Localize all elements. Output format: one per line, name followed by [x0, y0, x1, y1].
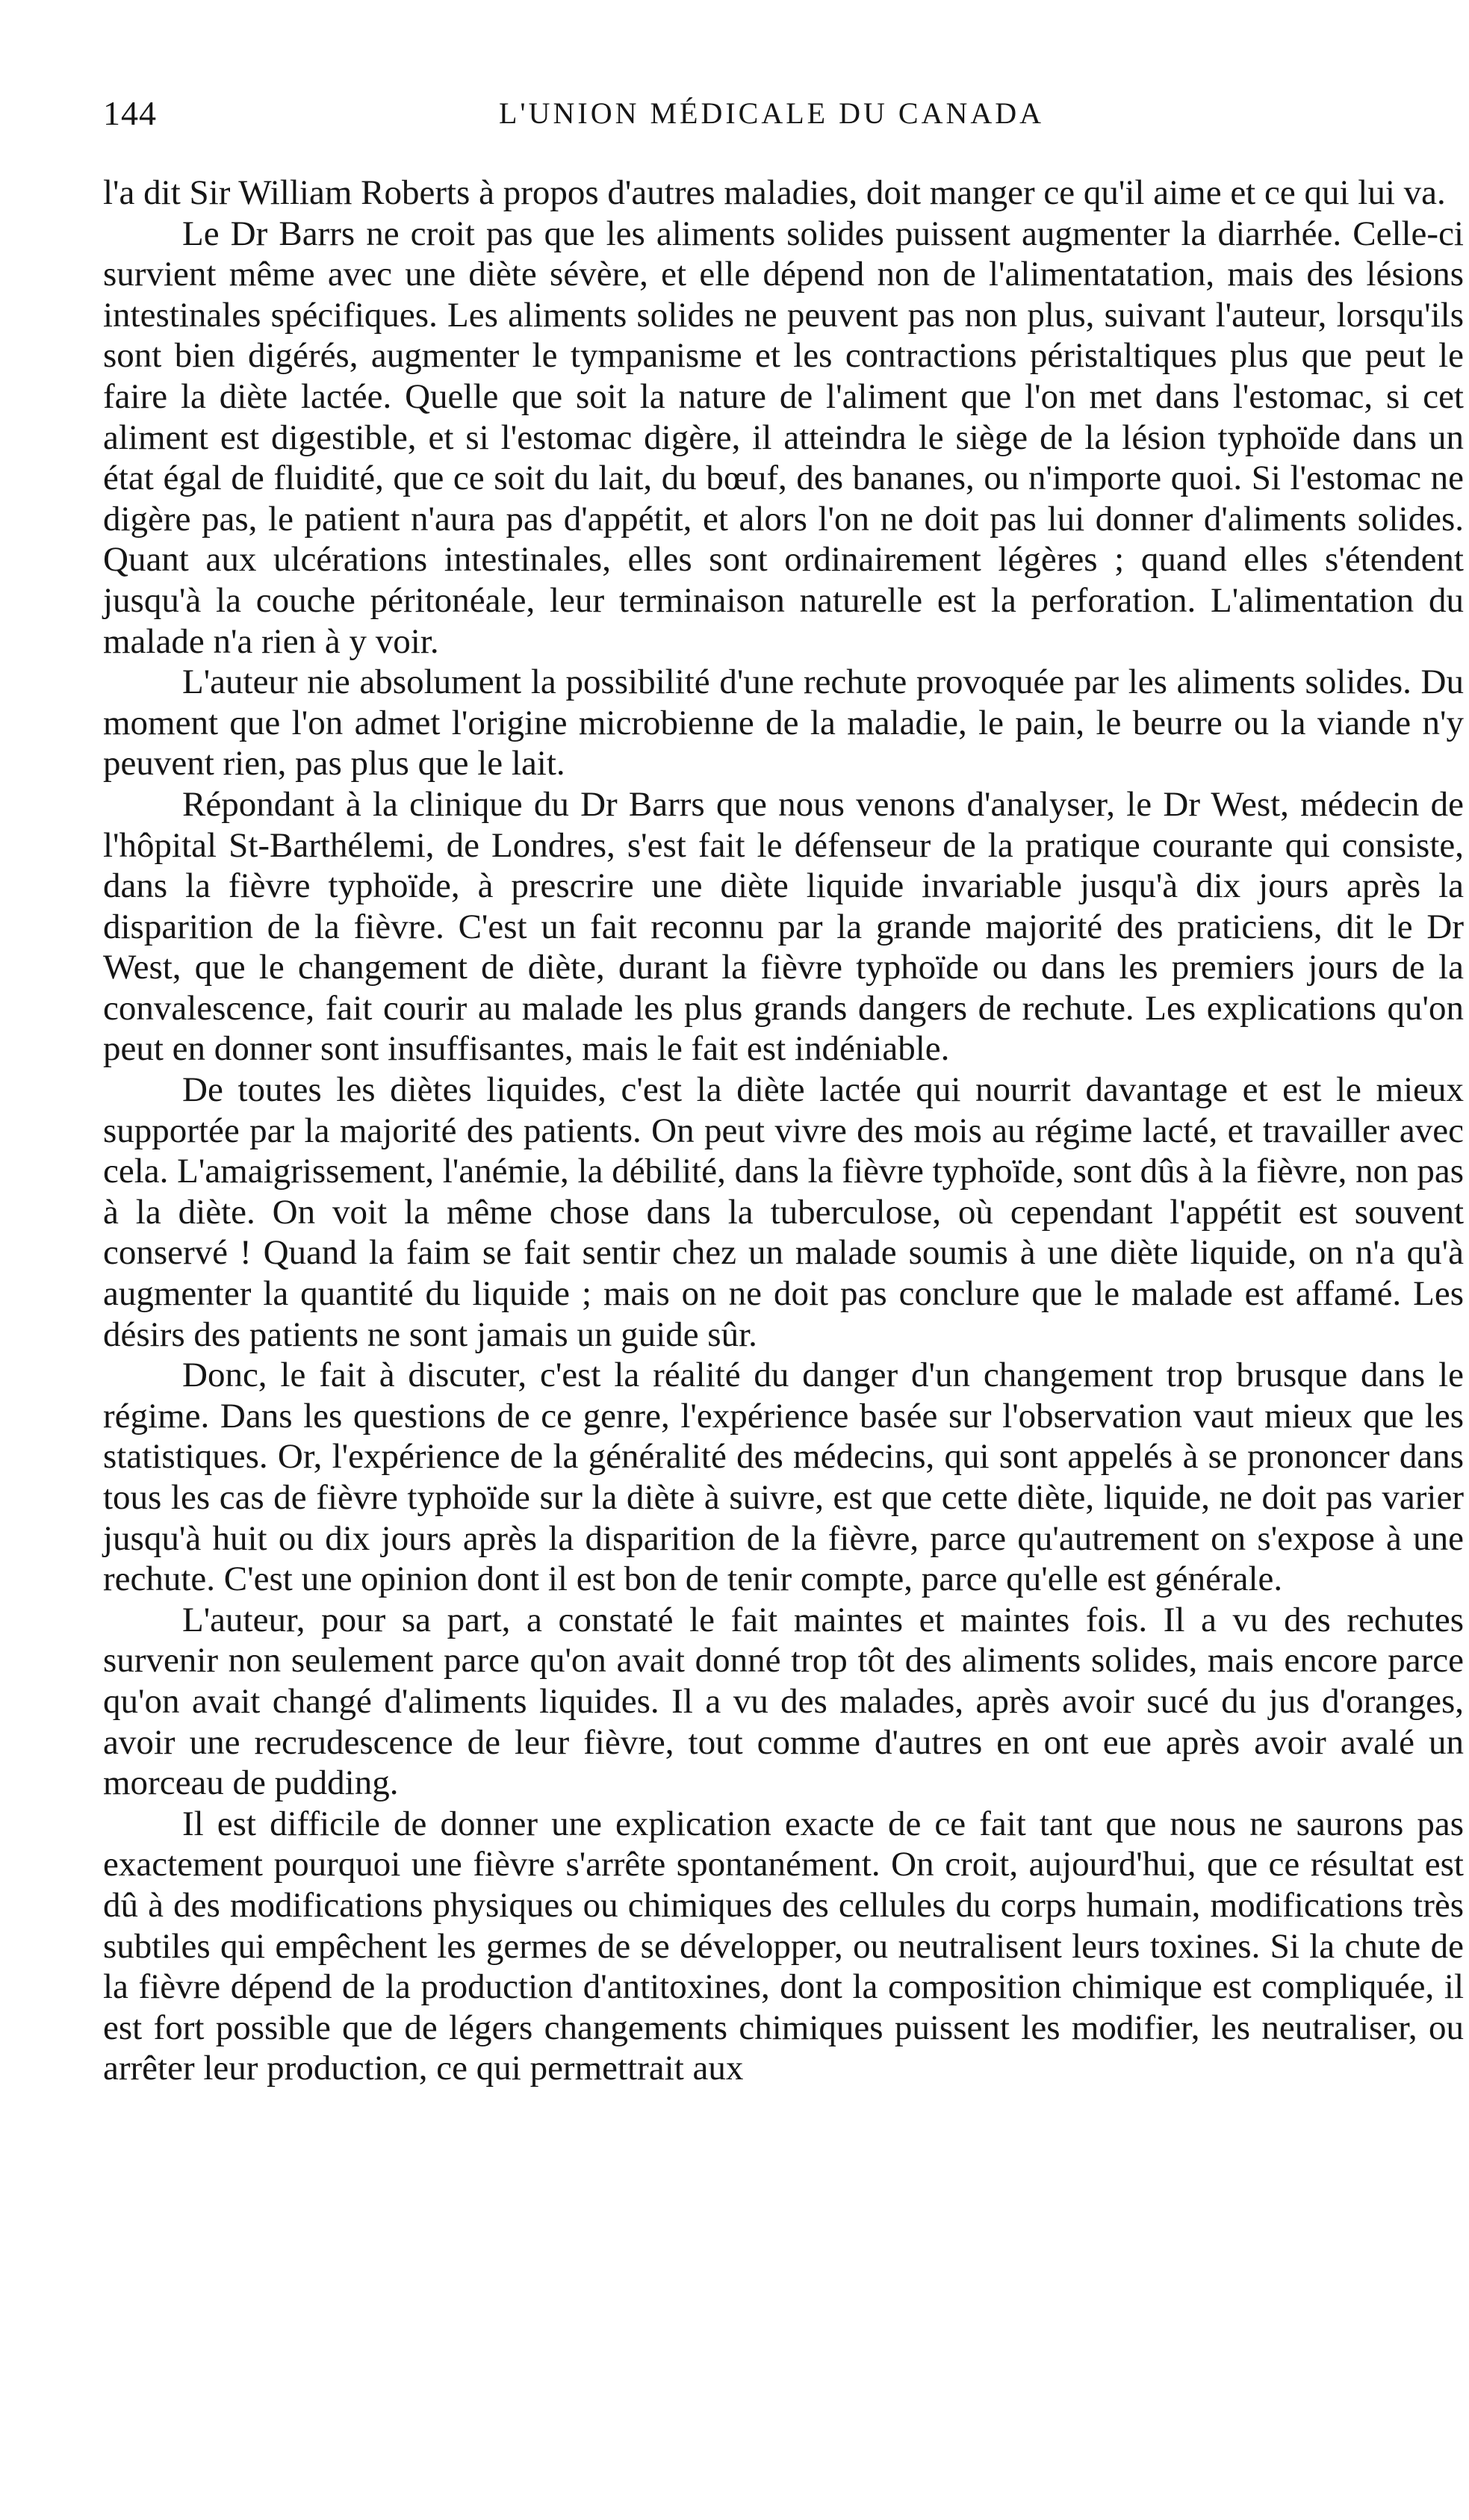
paragraph: L'auteur, pour sa part, a constaté le fait maintes et maintes fois. Il a vu des rechutes survenir non seulement parce qu'on avait donné trop tôt des aliments solides, mais encore parce qu'on avait changé d'aliments liquides. Il a vu des malades, après avoir sucé du jus d'oranges, avoir une recrudescence de leur fièvre, tout comme d'autres en ont eue après avoir avalé un morceau de pudding.	[103, 1600, 1464, 1803]
running-title: L'UNION MÉDICALE DU CANADA	[498, 96, 1045, 130]
article-body	[103, 173, 1464, 2089]
page-number: 144	[103, 94, 157, 132]
page-header	[103, 91, 1469, 136]
paragraph: De toutes les diètes liquides, c'est la diète lactée qui nourrit davantage et est le mieux supportée par la majorité des patients. On peut vivre des mois au régime lacté, et travailler avec cela. L'amaigrissement, l'anémie, la débilité, dans la fièvre typhoïde, sont dûs à la fièvre, non pas à la diète. On voit la même chose dans la tuberculose, où cependant l'appétit est souvent conservé ! Quand la faim se fait sentir chez un malade soumis à une diète liquide, on n'a qu'à augmenter la quantité du liquide ; mais on ne doit pas conclure que le malade est affamé. Les désirs des patients ne sont jamais un guide sûr.	[103, 1070, 1464, 1354]
paragraph: L'auteur nie absolument la possibilité d'une rechute provoquée par les aliments solides. Du moment que l'on admet l'origine microbienne de la maladie, le pain, le beurre ou la viande n'y peuvent rien, pas plus que le lait.	[103, 662, 1464, 783]
paragraph: Il est difficile de donner une explication exacte de ce fait tant que nous ne saurons pas exactement pourquoi une fièvre s'arrête spontanément. On croit, aujourd'hui, que ce résultat est dû à des modifications physiques ou chimiques des cellules du corps humain, modifications très subtiles qui empêchent les germes de se développer, ou neutralisent leurs toxines. Si la chute de la fièvre dépend de la production d'antitoxines, dont la composition chimique est compliquée, il est fort possible que de légers changements chimiques puissent les modifier, les neutraliser, ou arrêter leur production, ce qui permettrait aux	[103, 1804, 1464, 2088]
paragraph: Le Dr Barrs ne croit pas que les aliments solides puissent augmenter la diarrhée. Celle-ci survient même avec une diète sévère, et elle dépend non de l'alimentatation, mais des lésions intestinales spécifiques. Les aliments solides ne peuvent pas non plus, suivant l'auteur, lorsqu'ils sont bien digérés, augmenter le tympanisme et les contractions péristaltiques plus que peut le faire la diète lactée. Quelle que soit la nature de l'aliment que l'on met dans l'estomac, si cet aliment est digestible, et si l'estomac digère, il atteindra le siège de la lésion typhoïde dans un état égal de fluidité, que ce soit du lait, du bœuf, des bananes, ou n'importe quoi. Si l'estomac ne digère pas, le patient n'aura pas d'appétit, et alors l'on ne doit pas lui donner d'aliments solides. Quant aux ulcérations intestinales, elles sont ordinairement légères ; quand elles s'étendent jusqu'à la couche péritonéale, leur terminaison naturelle est la perforation. L'alimentation du malade n'a rien à y voir.	[103, 214, 1464, 661]
paragraph: Répondant à la clinique du Dr Barrs que nous venons d'analyser, le Dr West, médecin de l'hôpital St-Barthélemi, de Londres, s'est fait le défenseur de la pratique courante qui consiste, dans la fièvre typhoïde, à prescrire une diète liquide invariable jusqu'à dix jours après la disparition de la fièvre. C'est un fait reconnu par la grande majorité des praticiens, dit le Dr West, que le changement de diète, durant la fièvre typhoïde ou dans les premiers jours de la convalescence, fait courir au malade les plus grands dangers de rechute. Les explications qu'on peut en donner sont insuffisantes, mais le fait est indéniable.	[103, 784, 1464, 1069]
paragraph: Donc, le fait à discuter, c'est la réalité du danger d'un changement trop brusque dans le régime. Dans les questions de ce genre, l'expérience basée sur l'observation vaut mieux que les statistiques. Or, l'expérience de la généralité des médecins, qui sont appelés à se prononcer dans tous les cas de fièvre typhoïde sur la diète à suivre, est que cette diète, liquide, ne doit pas varier jusqu'à huit ou dix jours après la disparition de la fièvre, parce qu'autrement on s'expose à une rechute. C'est une opinion dont il est bon de tenir compte, parce qu'elle est générale.	[103, 1356, 1464, 1599]
paragraph-continuation: l'a dit Sir William Roberts à propos d'autres maladies, doit manger ce qu'il aime et ce qui lui va.	[103, 173, 1446, 212]
